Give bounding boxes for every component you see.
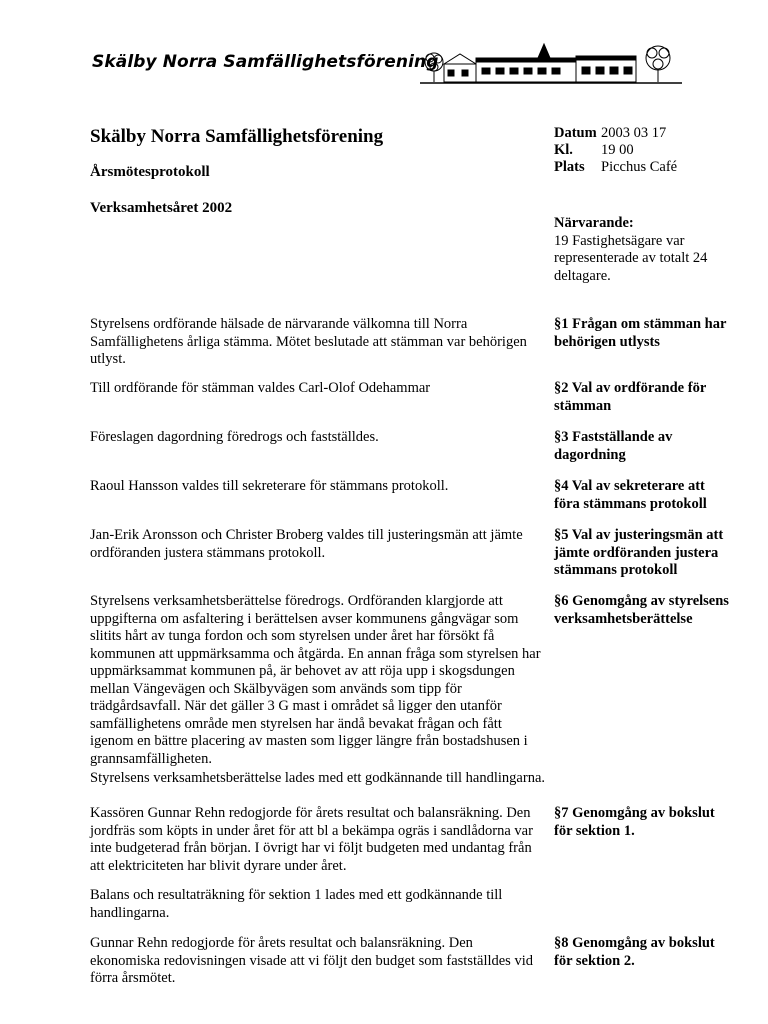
letterhead-title: Skälby Norra Samfällighetsförening xyxy=(92,52,439,72)
place-label: Plats xyxy=(554,159,585,175)
minutes-paragraph: Raoul Hansson valdes till sekreterare för stämmans protokoll. xyxy=(90,478,449,494)
bare-tree-icon xyxy=(646,46,670,82)
houses-icon xyxy=(444,44,636,82)
section-heading: §3 Fastställande av dagordning xyxy=(554,429,673,463)
date-label: Datum xyxy=(554,125,597,141)
tree-icon xyxy=(425,53,443,82)
section-heading: §4 Val av sekreterare att föra stämmans protokoll xyxy=(554,478,707,512)
section-heading: §8 Genomgång av bokslut för sektion 2. xyxy=(554,935,715,969)
section-heading: §6 Genomgång av styrelsens verksamhetsberättelse xyxy=(554,593,729,627)
minutes-paragraph: Föreslagen dagordning föredrogs och fastställdes. xyxy=(90,429,379,445)
meeting-time xyxy=(554,141,634,159)
date-value: 2003 03 17 xyxy=(601,125,667,141)
place-value: Picchus Café xyxy=(601,159,678,175)
section-heading: §2 Val av ordförande för stämman xyxy=(554,380,706,414)
section-heading: §7 Genomgång av bokslut för sektion 1. xyxy=(554,805,715,839)
attendance-text: 19 Fastighetsägare var representerade av totalt 24 deltagare. xyxy=(554,232,708,284)
meeting-place xyxy=(554,158,677,176)
meeting-date xyxy=(554,124,666,142)
minutes-paragraph: Balans och resultaträkning för sektion 1 lades med ett godkännande till handlingarna. xyxy=(90,887,503,921)
document-heading: Skälby Norra Samfällighetsförening xyxy=(90,126,384,147)
minutes-paragraph: Jan-Erik Aronsson och Christer Broberg valdes till justeringsmän att jämte ordföranden justera stämmans protokoll. xyxy=(90,527,523,561)
minutes-paragraph: Styrelsens verksamhetsberättelse föredrogs. Ordföranden klargjorde att uppgifterna om asfaltering i berättelsen avser kommunens gångvägar som slitits hårt av tunga fordon och som styrelsen under året har försökt få kommunen att uppmärksamma och åtgärda. En annan fråga som styrelsen har uppmärksammat kommunen på, är behovet av att röja upp i skogsdungen mellan Vängevägen och Skälbyvägen som används som tipp för trädgårdsavfall. När det gäller 3 G mast i området så ligger den utanför samfällighetens område men styrelsen har ändå bevakat frågan och fått igenom en bättre placering av masten som ligger längre från bostadshusen i grannsamfälligheten. xyxy=(90,593,541,767)
village-illustration-logo xyxy=(420,40,682,90)
minutes-paragraph: Styrelsens ordförande hälsade de närvarande välkomna till Norra Samfällighetens årliga stämma. Mötet beslutade att stämman var behörigen utlyst. xyxy=(90,316,527,367)
document-type: Årsmötesprotokoll xyxy=(90,164,210,180)
section-heading: §1 Frågan om stämman har behörigen utlysts xyxy=(554,316,727,350)
fiscal-year: Verksamhetsåret 2002 xyxy=(90,200,233,216)
minutes-paragraph: Kassören Gunnar Rehn redogjorde för årets resultat och balansräkning. Den jordfräs som köpts in under året för att bl a bekämpa ogräs i sandlådorna var inte budgeterad från början. I övrigt har vi följt budgeten med undantag från att elektriciteten har blivit dyrare under året. xyxy=(90,805,533,874)
time-label: Kl. xyxy=(554,142,573,158)
minutes-paragraph: Till ordförande för stämman valdes Carl-Olof Odehammar xyxy=(90,380,431,396)
section-heading: §5 Val av justeringsmän att jämte ordföranden justera stämmans protokoll xyxy=(554,527,724,578)
attendance-block xyxy=(554,215,724,285)
time-value: 19 00 xyxy=(601,142,634,158)
attendance-heading: Närvarande: xyxy=(554,215,634,231)
minutes-paragraph: Gunnar Rehn redogjorde för årets resultat och balansräkning. Den ekonomiska redovisningen visade att vi följt den budget som fastställdes vid förra årsmötet. xyxy=(90,935,533,986)
minutes-paragraph: Styrelsens verksamhetsberättelse lades med ett godkännande till handlingarna. xyxy=(90,770,546,786)
